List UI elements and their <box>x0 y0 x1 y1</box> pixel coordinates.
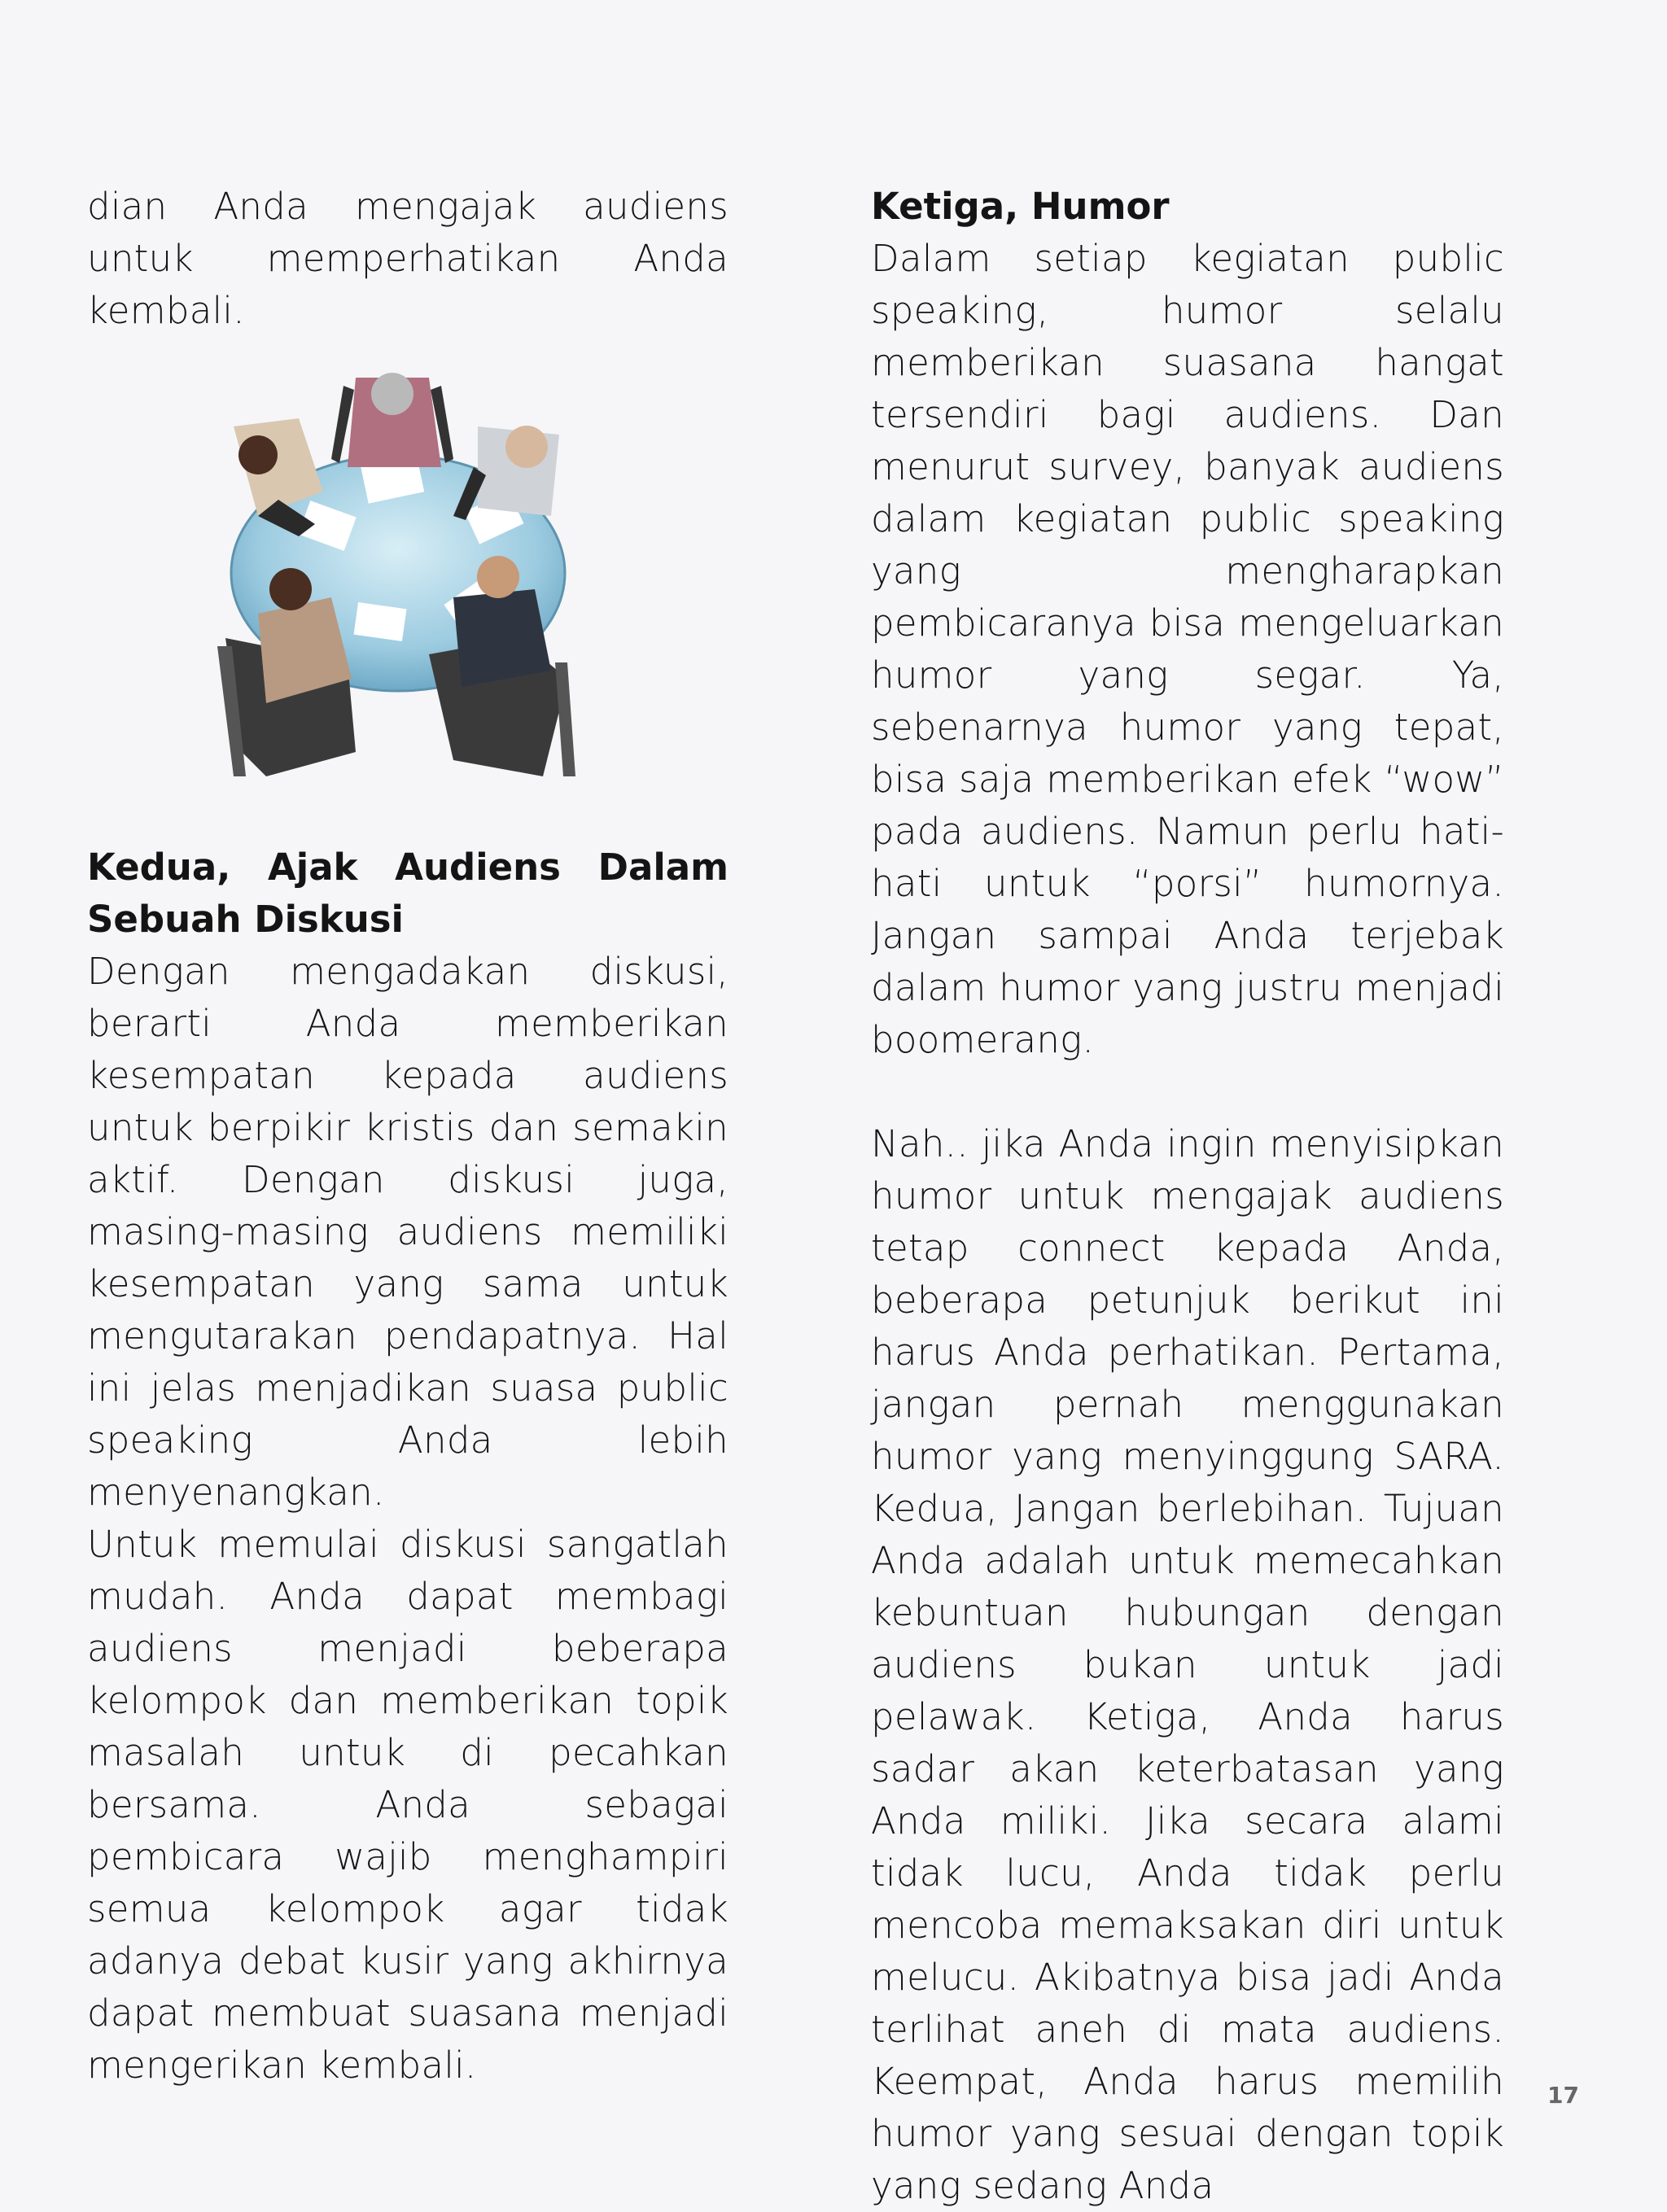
section-heading-kedua: Kedua, Ajak Audiens Dalam Sebuah Diskusi <box>87 846 728 941</box>
kedua-paragraph-1: Dengan mengadakan diskusi, berarti Anda memberikan kesempatan kepada audiens untuk berpikir kristis dan semakin aktif. Dengan diskusi juga, masing-masing audiens memiliki kesempatan yang sama untuk mengutarakan pendapatnya. Hal ini jelas menjadikan suasa public speaking Anda lebih menyenangkan. <box>87 950 728 1514</box>
left-column <box>87 181 728 2092</box>
paragraph-spacer <box>871 1066 1504 1118</box>
ketiga-paragraph-2: Nah.. jika Anda ingin menyisipkan humor untuk mengajak audiens tetap connect kepada Anda, beberapa petunjuk berikut ini harus Anda perhatikan. Pertama, jangan pernah menggunakan humor yang menyinggung SARA. Kedua, Jangan berlebihan. Tujuan Anda adalah untuk memecahkan kebuntuan hubungan dengan audiens bukan untuk jadi pelawak. Ketiga, Anda harus sadar akan keterbatasan yang Anda miliki. Jika secara alami tidak lucu, Anda tidak perlu mencoba memaksakan diri untuk melucu. Akibatnya bisa jadi Anda terlihat aneh di mata audiens. Keempat, Anda harus memilih humor yang sesuai dengan topik yang sedang Anda <box>871 1122 1504 2207</box>
kedua-paragraph-2: Untuk memulai diskusi sangatlah mudah. Anda dapat membagi audiens menjadi beberapa kelompok dan memberikan topik masalah untuk di pecahkan bersama. Anda sebagai pembicara wajib menghampiri semua kelompok agar tidak adanya debat kusir yang akhirnya dapat membuat suasana menjadi mengerikan kembali. <box>87 1523 728 2087</box>
intro-paragraph: dian Anda mengajak audiens untuk memperhatikan Anda kembali. <box>87 185 728 332</box>
ketiga-paragraph-1: Dalam setiap kegiatan public speaking, humor selalu memberikan suasana hangat tersendiri bagi audiens. Dan menurut survey, banyak audiens dalam kegiatan public speaking yang mengharapkan pembicaranya bisa mengeluarkan humor yang segar. Ya, sebenarnya humor yang tepat, bisa saja memberikan efek “wow” pada audiens. Namun perlu hati-hati untuk “porsi” humornya. Jangan sampai Anda terjebak dalam humor yang justru menjadi boomerang. <box>871 237 1504 1061</box>
page-number: 17 <box>1547 2082 1579 2109</box>
right-column <box>871 181 1504 2212</box>
meeting-illustration <box>87 369 728 842</box>
round-table-meeting-icon <box>209 369 600 793</box>
section-heading-ketiga: Ketiga, Humor <box>871 185 1170 228</box>
